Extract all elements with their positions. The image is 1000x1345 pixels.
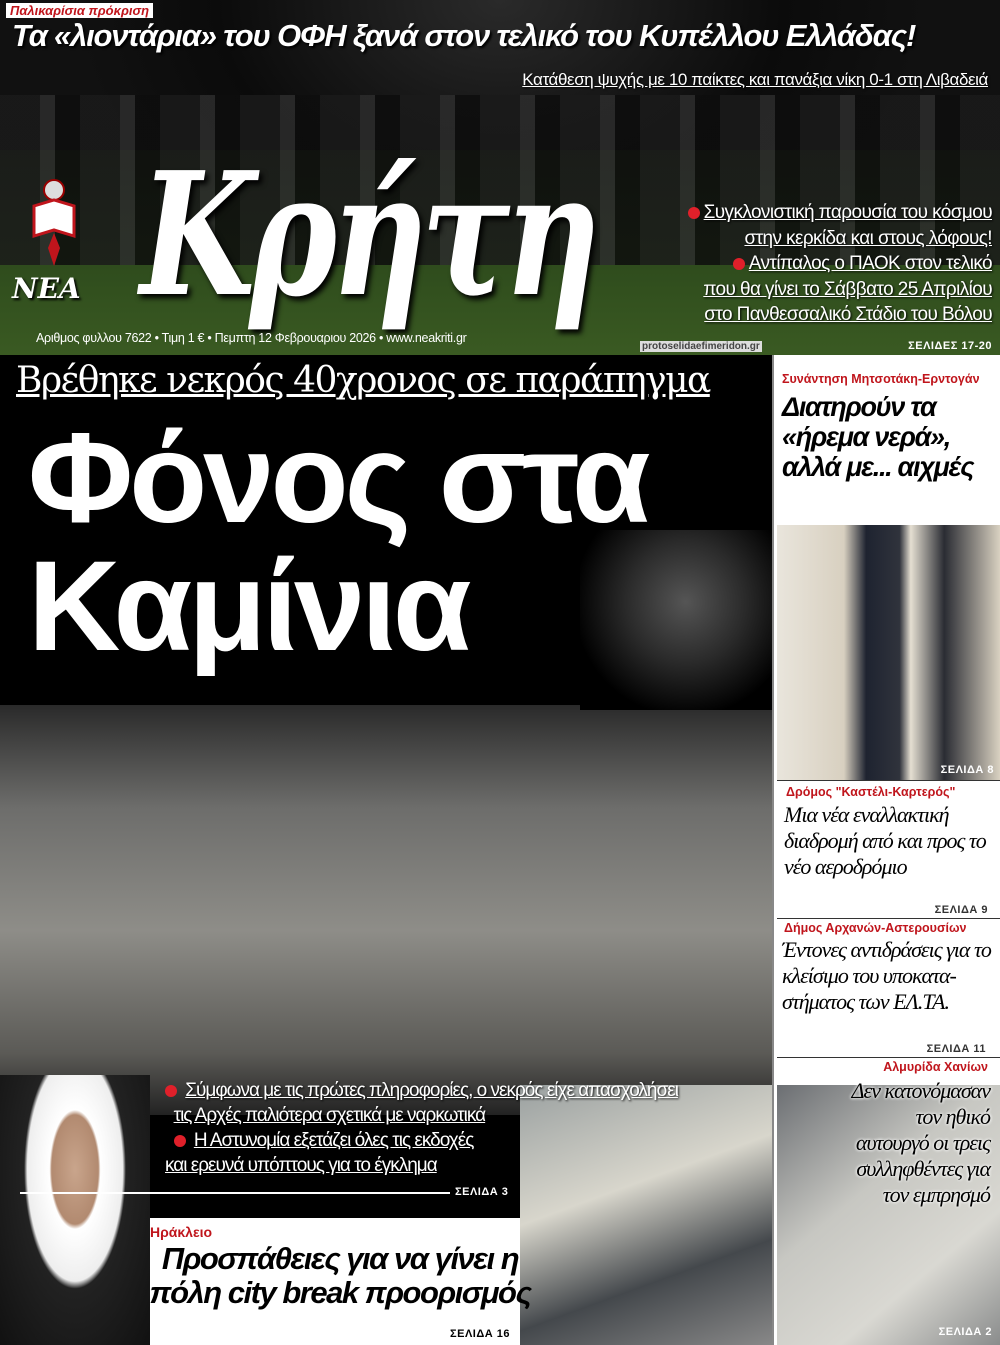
main-bullets: [165, 1078, 765, 1178]
side-kicker: Αλμυρίδα Χανίων: [883, 1060, 988, 1074]
portrait-photo: [0, 1075, 150, 1345]
divider: [20, 1192, 450, 1194]
masthead-prefix: ΝΕΑ: [12, 272, 81, 305]
side-kicker: Δήμος Αρχανών-Αστερουσίων: [784, 921, 967, 935]
top-bullets: [612, 200, 992, 328]
top-bullet-item: Συγκλονιστική παρουσία του κόσμου στην κερκίδα και στους λόφους!: [612, 200, 992, 251]
bullet-icon: [174, 1135, 186, 1147]
watermark: protoselidaefimeridon.gr: [642, 341, 760, 352]
page-reference: ΣΕΛΙΔΕΣ 17-20: [908, 340, 992, 352]
side-headline: Διατηρούν τα «ήρεμα νερά», αλλά με... αιχμές: [782, 392, 974, 482]
building-photo: [0, 705, 772, 1115]
top-subheadline: Κατάθεση ψυχής με 10 παίκτες και πανάξια νίκη 0-1 στη Λιβαδειά: [522, 70, 988, 89]
bullet-icon: [165, 1085, 177, 1097]
page-reference: ΣΕΛΙΔΑ 3: [455, 1186, 509, 1198]
page-reference: ΣΕΛΙΔΑ 11: [926, 1043, 986, 1055]
side-headline: Μια νέα εναλλακτική διαδρομή από και προς το νέο αεροδρόμιο: [784, 802, 986, 879]
bottom-kicker: Ηράκλειο: [150, 1224, 213, 1240]
page-reference: ΣΕΛΙΔΑ 9: [934, 904, 988, 916]
top-bullet-item: Αντίπαλος ο ΠΑΟΚ στον τελικό που θα γίνει το Σάββατο 25 Απριλίου στο Πανθεσσαλικό Στάδιο του Βόλου: [703, 253, 992, 325]
side-kicker: Συνάντηση Μητσοτάκη-Ερντογάν: [782, 372, 980, 386]
top-headline: Τα «λιοντάρια» του ΟΦΗ ξανά στον τελικό του Κυπέλλου Ελλάδας!: [12, 18, 916, 53]
issue-info: Αριθμος φυλλου 7622 • Τιμη 1 € • Πεμπτη 12 Φεβρουαριου 2026 • www.neakriti.gr: [36, 331, 467, 345]
mitsotakis-erdogan-photo: [777, 525, 1000, 780]
main-kicker: Βρέθηκε νεκρός 40χρονος σε παράπηγμα: [16, 360, 710, 401]
bottom-headline: Προσπάθειες για να γίνει η πόλη city break προορισμός: [149, 1241, 531, 1310]
top-kicker: Παλικαρίσια πρόκριση: [6, 3, 153, 18]
side-headline: Έντονες αντιδράσεις για το κλείσιμο του υποκατα-στήματος των ΕΛ.ΤΑ.: [782, 937, 991, 1014]
main-bullet-item: Σύμφωνα με τις πρώτες πληροφορίες, ο νεκρός είχε απασχολήσει τις Αρχές παλιότερα σχετικά με ναρκωτικά: [165, 1078, 765, 1128]
page-reference: ΣΕΛΙΔΑ 16: [450, 1328, 510, 1340]
main-headline: Φόνος στα Καμίνια: [28, 407, 647, 678]
newspaper-emblem-icon: [30, 178, 78, 268]
bullet-icon: [733, 258, 745, 270]
side-kicker: Δρόμος "Καστέλι-Καρτερός": [786, 785, 956, 799]
side-headline: Δεν κατονόμασαν τον ηθικό αυτουργό οι τρεις συλληφθέντες για τον εμπρησμό: [851, 1078, 990, 1207]
bullet-icon: [688, 207, 700, 219]
page-reference: ΣΕΛΙΔΑ 2: [938, 1326, 992, 1338]
divider: [777, 780, 1000, 781]
divider: [777, 1057, 1000, 1058]
masthead-logo: Κρήτη: [140, 135, 595, 335]
page-reference: ΣΕΛΙΔΑ 8: [940, 764, 994, 776]
divider: [777, 918, 1000, 919]
main-bullet-item: Η Αστυνομία εξετάζει όλες τις εκδοχές και ερευνά υπόπτους για το έγκλημα: [165, 1130, 474, 1176]
